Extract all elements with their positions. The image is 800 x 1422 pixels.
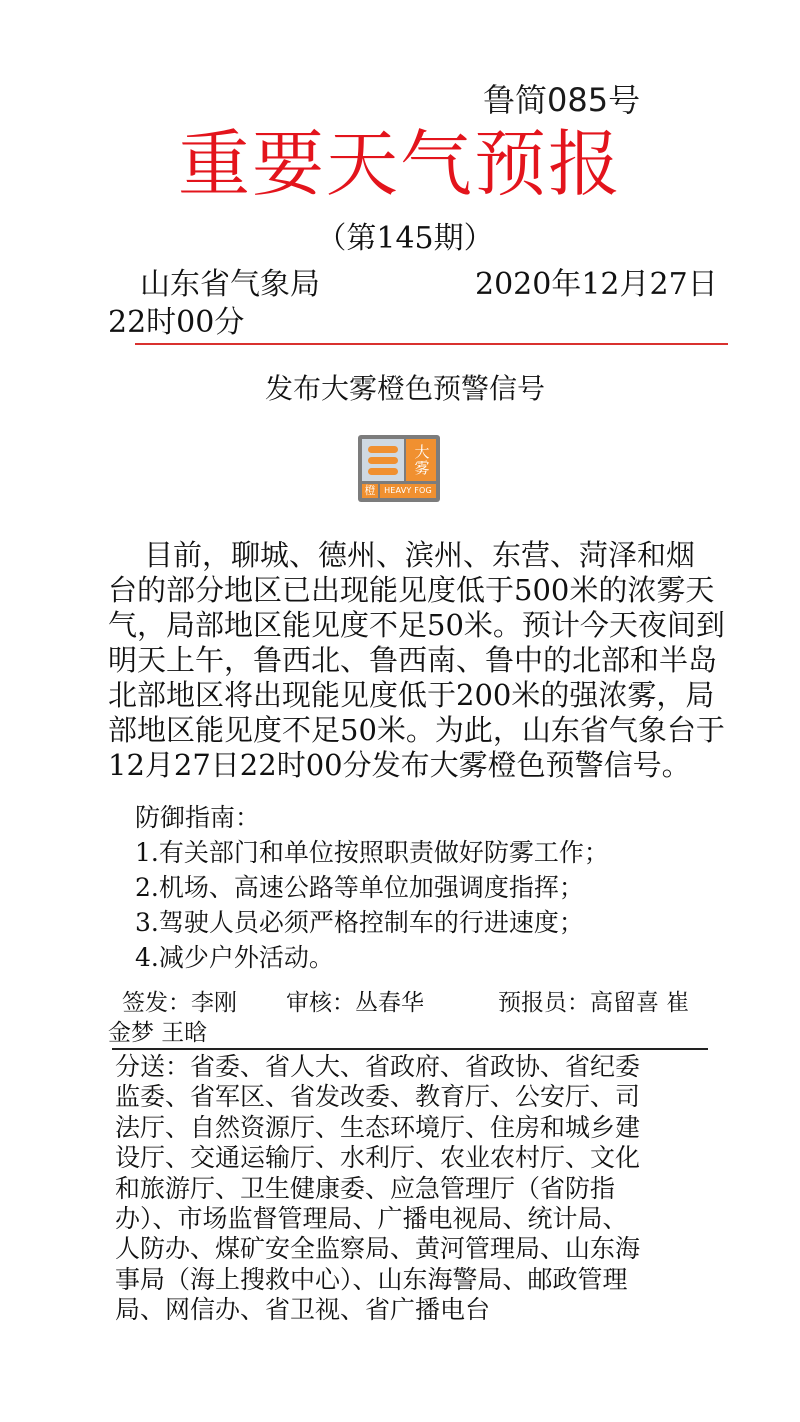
body-line: 台的部分地区已出现能见度低于500米的浓雾天: [108, 573, 715, 607]
fog-bar: [368, 446, 398, 453]
distribution-line: 局、网信办、省卫视、省广播电台: [115, 1295, 491, 1325]
issue-date: 2020年12月27日: [475, 267, 718, 302]
distribution-line: 人防办、煤矿安全监察局、黄河管理局、山东海: [115, 1234, 641, 1264]
distribution-line: 事局（海上搜救中心）、山东海警局、邮政管理: [115, 1264, 628, 1294]
document-title: 重要天气预报: [178, 122, 623, 206]
body-line: 气，局部地区能见度不足50米。预计今天夜间到: [108, 608, 725, 642]
reviewer: 审核：丛春华: [286, 990, 424, 1016]
distribution-line: 分送：省委、省人大、省政府、省政协、省纪委: [115, 1052, 641, 1081]
defense-guide: [135, 800, 609, 975]
document-number: 鲁简085号: [483, 81, 641, 119]
distribution-list: [115, 1052, 640, 1326]
warning-type-label: 大雾: [406, 439, 436, 481]
forecasters: 预报员：高留喜 崔: [498, 990, 690, 1016]
body-line: 明天上午，鲁西北、鲁西南、鲁中的北部和半岛: [108, 643, 718, 677]
guide-item: 3.驾驶人员必须严格控制车的行进速度；: [135, 908, 584, 937]
issue-time: 22时00分: [108, 305, 245, 340]
signature-divider: [112, 1048, 708, 1050]
fog-bar: [368, 468, 398, 475]
warning-english-label: HEAVY FOG: [380, 484, 436, 498]
heavy-fog-orange-warning-icon: [358, 435, 440, 502]
body-line: 目前，聊城、德州、滨州、东营、菏泽和烟: [144, 538, 696, 572]
guide-item: 2.机场、高速公路等单位加强调度指挥；: [135, 873, 584, 902]
fog-bar: [368, 457, 398, 464]
body-line: 12月27日22时00分发布大雾橙色预警信号。: [108, 748, 691, 782]
forecasters-continued: 金梦 王晗: [108, 1020, 208, 1046]
distribution-line: 和旅游厅、卫生健康委、应急管理厅（省防指: [115, 1173, 616, 1203]
distribution-line: 办）、市场监督管理局、广播电视局、统计局、: [115, 1204, 628, 1234]
signatures-block: [108, 988, 708, 1048]
signer: 签发：李刚: [122, 990, 237, 1016]
distribution-line: 法厅、自然资源厅、生态环境厅、住房和城乡建: [115, 1112, 641, 1142]
distribution-line: 监委、省军区、省发改委、教育厅、公安厅、司: [115, 1082, 641, 1112]
guide-item: 4.减少户外活动。: [135, 943, 334, 972]
issue-number: （第145期）: [316, 221, 494, 256]
issuer-name: 山东省气象局: [140, 267, 320, 302]
distribution-line: 设厅、交通运输厅、水利厅、农业农村厅、文化: [115, 1143, 641, 1173]
guide-item: 1.有关部门和单位按照职责做好防雾工作；: [135, 838, 609, 867]
forecast-body: [108, 538, 725, 783]
warning-subtitle: 发布大雾橙色预警信号: [264, 372, 545, 405]
guide-heading: 防御指南：: [135, 803, 261, 832]
header-red-divider: [135, 343, 728, 345]
warning-level-label: 橙: [362, 484, 378, 498]
body-line: 北部地区将出现能见度低于200米的强浓雾，局: [108, 678, 715, 712]
fog-bars-icon: [362, 439, 404, 481]
body-line: 部地区能见度不足50米。为此，山东省气象台于: [108, 713, 725, 747]
